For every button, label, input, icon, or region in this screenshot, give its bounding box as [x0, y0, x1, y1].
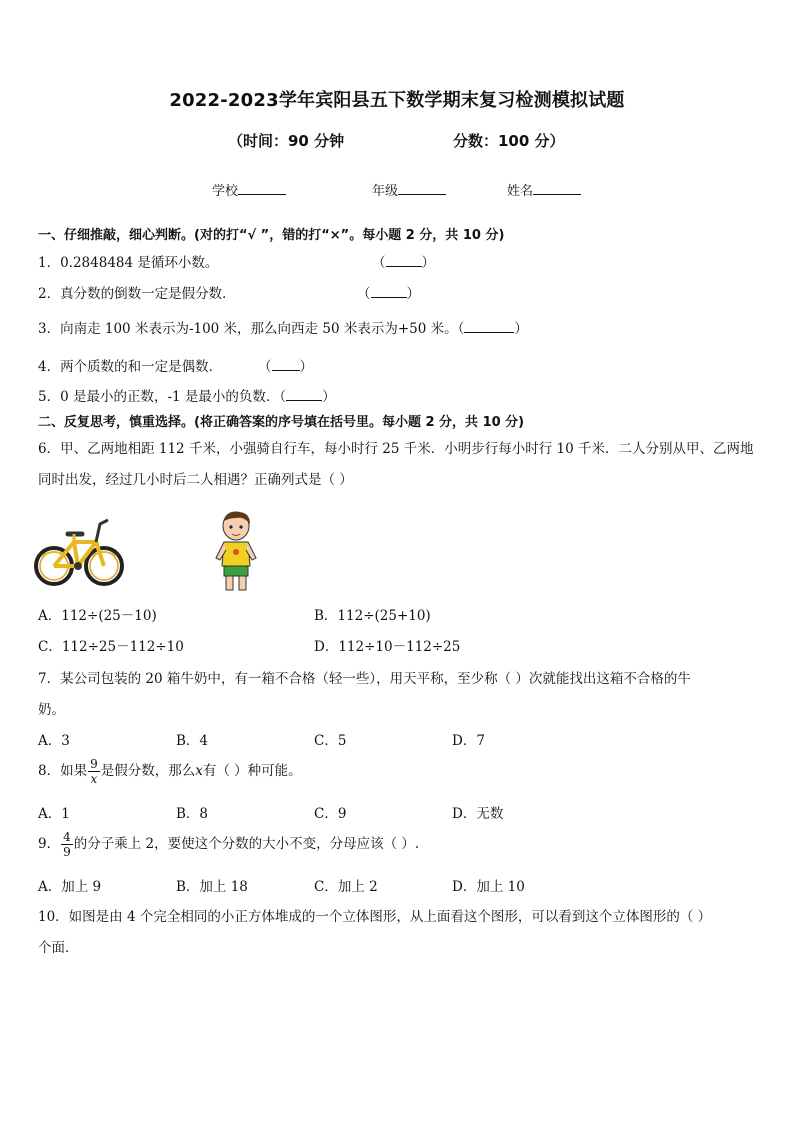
paren-open: （: [457, 321, 465, 337]
paren-close: ）: [421, 255, 435, 271]
q6-option-c[interactable]: C．112÷25－112÷10: [38, 639, 184, 655]
name-blank[interactable]: [533, 182, 581, 195]
q8-prefix: 8．如果: [38, 763, 88, 779]
q7-option-b[interactable]: B．4: [176, 733, 209, 749]
paren-close: ）: [299, 359, 313, 375]
paren-open: （: [372, 255, 386, 271]
q9-option-b[interactable]: B．加上 18: [176, 879, 248, 895]
question-1-text: 1．0.2848484 是循环小数。: [38, 255, 219, 271]
exam-time: （时间：90 分钟: [228, 132, 345, 150]
question-6-line1: 6．甲、乙两地相距 112 千米，小强骑自行车，每小时行 25 千米．小明步行每小时行 10 千米．二人分别从甲、乙两地: [38, 441, 754, 457]
paren-open: （: [357, 286, 371, 302]
paren-open: （: [279, 389, 287, 405]
school-blank[interactable]: [238, 182, 286, 195]
q9-numerator: 4: [63, 830, 71, 844]
q7-option-c[interactable]: C．5: [314, 733, 347, 749]
answer-blank[interactable]: [371, 284, 407, 298]
question-10-line1: 10．如图是由 4 个完全相同的小正方体堆成的一个立体图形，从上面看这个图形，可以看到这个立体图形的（ ）: [38, 909, 712, 925]
section2-heading: 二、反复思考，慎重选择。(将正确答案的序号填在括号里。每小题 2 分，共 10 分): [38, 415, 525, 430]
answer-blank[interactable]: [272, 357, 300, 371]
q8-denominator: x: [90, 772, 98, 786]
q9-option-d[interactable]: D．加上 10: [452, 879, 525, 895]
question-7-line2: 奶。: [38, 702, 65, 718]
q6-option-b[interactable]: B．112÷(25+10): [314, 608, 431, 624]
question-5: [38, 385, 336, 405]
answer-blank[interactable]: [386, 253, 422, 267]
exam-score: 分数：100 分）: [453, 132, 565, 150]
question-10-line2: 个面．: [38, 940, 79, 956]
school-label: 学校: [212, 184, 239, 199]
question-8: [38, 752, 302, 790]
question-3: [38, 317, 528, 337]
bicycle-illustration: [34, 512, 126, 592]
question-1: [38, 251, 218, 271]
answer-blank[interactable]: [286, 387, 322, 401]
paren-close: ）: [406, 286, 420, 302]
answer-blank[interactable]: [464, 319, 514, 333]
q8-text-2: 有（ ）种可能。: [202, 763, 302, 779]
q8-variable: x: [195, 763, 203, 779]
page-title: 2022-2023学年宾阳县五下数学期末复习检测模拟试题: [169, 90, 625, 111]
question-2: [38, 282, 236, 302]
question-5-text: 5．0 是最小的正数，-1 是最小的负数．: [38, 389, 280, 405]
paren-close: ）: [514, 321, 528, 337]
question-3-text: 3．向南走 100 米表示为-100 米，那么向西走 50 米表示为+50 米。: [38, 321, 458, 337]
question-7-line1: 7．某公司包装的 20 箱牛奶中，有一箱不合格（轻一些），用天平称，至少称（ ）次就能找出这箱不合格的牛: [38, 671, 691, 687]
q9-fraction: [61, 830, 73, 859]
answer-4[interactable]: [258, 355, 313, 375]
boy-illustration: [214, 510, 260, 592]
q8-numerator: 9: [90, 757, 98, 771]
q8-option-a[interactable]: A．1: [38, 806, 70, 822]
q6-option-d[interactable]: D．112÷10－112÷25: [314, 639, 461, 655]
grade-field: [372, 180, 446, 199]
q9-prefix: 9．: [38, 836, 61, 852]
grade-blank[interactable]: [398, 182, 446, 195]
q8-text-1: 是假分数，那么: [100, 763, 196, 779]
q6-option-a[interactable]: A．112÷(25－10): [38, 608, 157, 624]
name-label: 姓名: [507, 184, 534, 199]
q8-fraction: [88, 757, 100, 786]
name-field: [507, 180, 581, 199]
answer-2[interactable]: [357, 282, 420, 302]
q9-option-c[interactable]: C．加上 2: [314, 879, 378, 895]
section1-heading: 一、仔细推敲，细心判断。(对的打“√ ”，错的打“×”。每小题 2 分，共 10 分): [38, 228, 505, 243]
school-field: [212, 180, 286, 199]
q7-option-a[interactable]: A．3: [38, 733, 70, 749]
question-9: [38, 825, 419, 863]
grade-label: 年级: [372, 184, 399, 199]
q9-option-a[interactable]: A．加上 9: [38, 879, 102, 895]
q8-option-c[interactable]: C．9: [314, 806, 347, 822]
paren-close: ）: [322, 389, 336, 405]
paren-open: （: [258, 359, 272, 375]
q9-denominator: 9: [63, 845, 71, 859]
q9-text: 的分子乘上 2，要使这个分数的大小不变，分母应该（ ）.: [73, 836, 420, 852]
q8-option-d[interactable]: D．无数: [452, 806, 504, 822]
question-4-text: 4．两个质数的和一定是偶数．: [38, 359, 223, 375]
question-6-line2: 同时出发，经过几小时后二人相遇？正确列式是（ ）: [38, 472, 353, 488]
question-4: [38, 355, 222, 375]
q8-option-b[interactable]: B．8: [176, 806, 209, 822]
question-2-text: 2．真分数的倒数一定是假分数．: [38, 286, 236, 302]
answer-1[interactable]: [372, 251, 435, 271]
q7-option-d[interactable]: D．7: [452, 733, 485, 749]
